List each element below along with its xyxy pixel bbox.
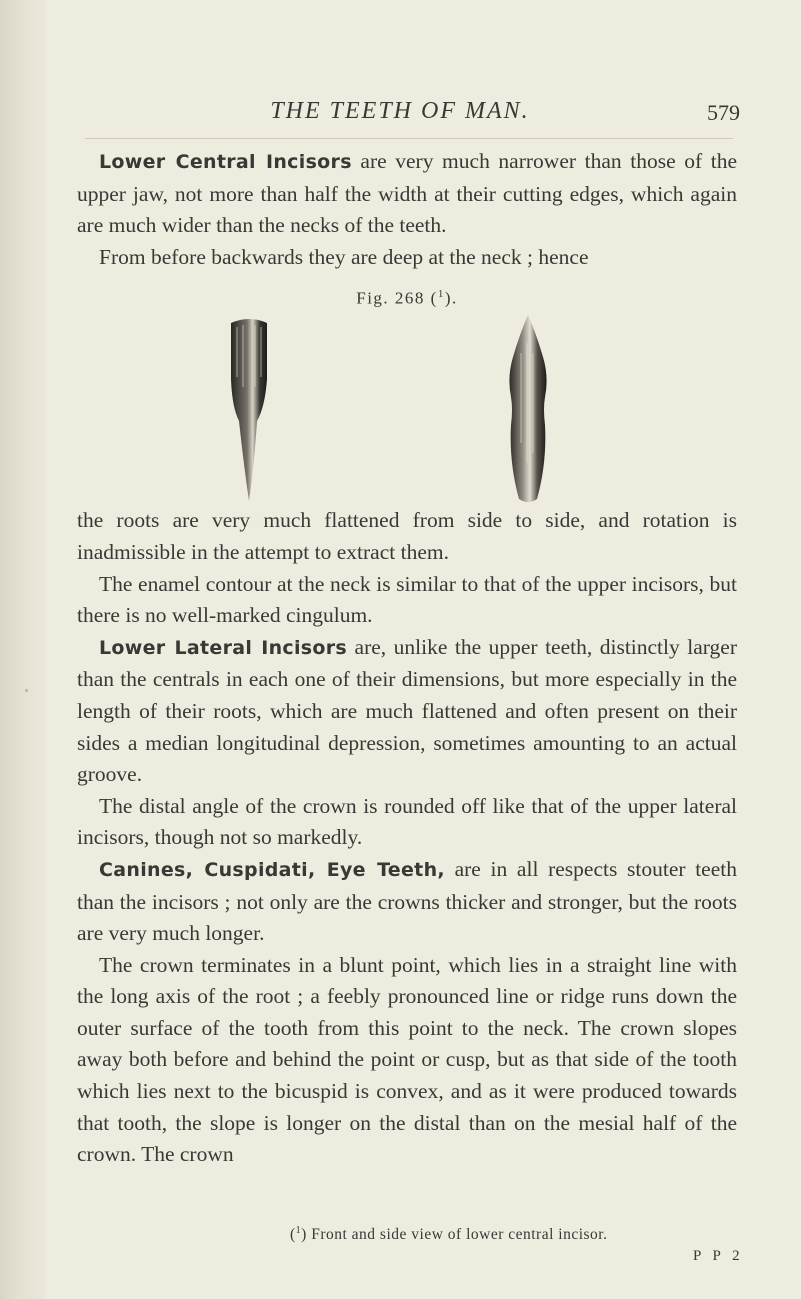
paragraph-roots: [77, 505, 737, 568]
paragraph-text: The enamel contour at the neck is similar to that of the upper incisors, but there is no well-marked cingulum.: [77, 571, 737, 628]
page-header: [60, 98, 740, 134]
paragraph-text: are, unlike the upper teeth, distinctly larger than the centrals in each one of their dimensions, but more especially in the length of their roots, which are much flattened and often present on their sides a median longitudinal depression, sometimes amounting to an actual groove.: [77, 634, 737, 787]
paragraph-from-before: [77, 242, 737, 274]
lower-central-incisor-side-view-icon: [503, 313, 553, 505]
paragraph-text: The crown terminates in a blunt point, which lies in a straight line with the long axis of the root ; a feebly pronounced line or ridge runs down the outer surface of the tooth from this point to the neck. The crown slopes away both before and behind the point or cusp, but as that side of the tooth which lies next to the bicuspid is convex, and as it were produced towards that tooth, the slope is longer on the distal than on the mesial half of the crown. The crown: [77, 952, 737, 1167]
paragraph-lower-lateral-incisors: [77, 632, 737, 791]
paragraph-text: the roots are very much flattened from side to side, and rotation is inadmissible in the attempt to extract them.: [77, 508, 737, 564]
paragraph-text: are in all respects stouter teeth than the incisors ; not only are the crowns thicker and stronger, but the roots are very much longer.: [77, 856, 737, 946]
footnote: ($^1$) Front and side view of lower central incisor.: [290, 1225, 608, 1244]
paragraph-enamel: [77, 569, 737, 632]
paragraph-text: The distal angle of the crown is rounded off like that of the upper lateral incisors, though not so markedly.: [77, 793, 737, 850]
paragraph-lower-central-incisors: [77, 146, 737, 242]
paragraph-text: are very much narrower than those of the upper jaw, not more than half the width at their cutting edges, which again are much wider than the necks of the teeth.: [77, 149, 737, 238]
footnote-ref: 1: [437, 288, 445, 301]
figure-268: [77, 313, 737, 505]
page-number: 579: [707, 100, 740, 125]
paper-speck: [25, 689, 28, 692]
header-rule: [85, 138, 733, 139]
running-title: THE TEETH OF MAN.: [270, 98, 530, 124]
paragraph-lead: Canines, Cuspidati, Eye Teeth,: [99, 858, 445, 881]
figure-caption: Fig. 268 ($^1$).: [356, 288, 458, 309]
page-gutter: [0, 0, 46, 1299]
paragraph-crown: [77, 950, 737, 1171]
paragraph-lead: Lower Central Incisors: [99, 151, 352, 173]
paragraph-text: From before backwards they are deep at the neck ; hence: [99, 244, 589, 269]
footnote-text: Front and side view of lower central incisor.: [306, 1226, 608, 1244]
paragraph-distal-angle: [77, 791, 737, 854]
paragraph-canines: [77, 854, 737, 950]
footnote-marker: 1: [295, 1225, 302, 1236]
paragraph-lead: Lower Lateral Incisors: [99, 636, 348, 659]
page-body: [77, 146, 737, 1171]
signature-mark: P P 2: [693, 1248, 744, 1264]
lower-central-incisor-front-view-icon: [227, 317, 271, 503]
